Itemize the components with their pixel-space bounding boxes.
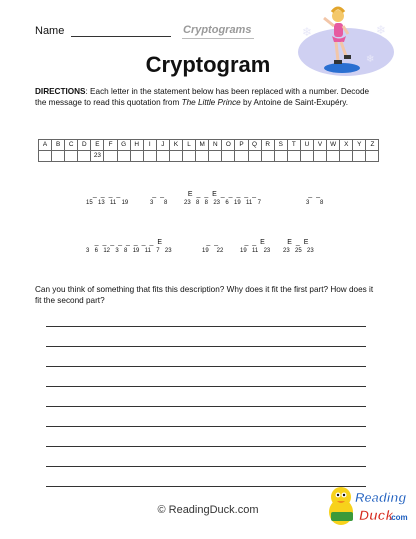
key-letter-cell: G xyxy=(117,140,130,151)
key-number-cell[interactable] xyxy=(261,151,274,162)
word-letters: _ _ xyxy=(206,239,220,246)
key-number-cell[interactable] xyxy=(65,151,78,162)
directions-label: DIRECTIONS xyxy=(35,87,86,96)
svg-text:❄: ❄ xyxy=(366,54,375,65)
answer-line[interactable] xyxy=(46,326,366,327)
word-letters: _ _ xyxy=(152,191,166,198)
name-label: Name xyxy=(35,25,65,37)
puzzle-word xyxy=(86,190,128,206)
key-number-cell[interactable] xyxy=(130,151,143,162)
worksheet-brand: Cryptograms xyxy=(183,24,252,36)
key-number-cell[interactable] xyxy=(117,151,130,162)
key-letter-cell: E xyxy=(91,140,104,151)
key-letter-cell: L xyxy=(183,140,196,151)
key-number-cell[interactable] xyxy=(156,151,169,162)
key-letter-cell: M xyxy=(196,140,209,151)
directions-text xyxy=(35,86,380,108)
footer-copyright: © ReadingDuck.com xyxy=(157,504,259,516)
answer-line[interactable] xyxy=(46,446,366,447)
book-title: The Little Prince xyxy=(181,98,241,107)
key-number-cell[interactable] xyxy=(366,151,379,162)
key-number-cell[interactable] xyxy=(143,151,156,162)
puzzle-word xyxy=(202,238,223,254)
key-number-cell[interactable] xyxy=(222,151,235,162)
key-number-cell[interactable] xyxy=(274,151,287,162)
key-number-cell[interactable] xyxy=(327,151,340,162)
puzzle-word xyxy=(86,238,172,254)
key-number-cell[interactable] xyxy=(183,151,196,162)
key-number-cell[interactable] xyxy=(353,151,366,162)
key-number-cell[interactable] xyxy=(52,151,65,162)
word-numbers: 19 22 xyxy=(202,248,224,254)
key-letter-cell: X xyxy=(340,140,353,151)
key-letter-cell: C xyxy=(65,140,78,151)
key-letter-cell: U xyxy=(300,140,313,151)
puzzle-word xyxy=(283,238,314,254)
answer-line[interactable] xyxy=(46,406,366,407)
logo-text-com: .com xyxy=(389,513,408,522)
logo-text-reading: Reading xyxy=(355,490,407,505)
directions-body: : Each letter in the statement below has been replaced with a number. Decode the message to read this quotation from xyxy=(35,87,370,107)
word-letters: _ _ _ _ xyxy=(92,191,122,198)
key-number-cell[interactable] xyxy=(104,151,117,162)
key-letter-cell: N xyxy=(209,140,222,151)
reading-duck-logo xyxy=(323,482,411,534)
key-letter-cell: W xyxy=(327,140,340,151)
word-numbers: 23 8 8 23 6 19 11 7 xyxy=(184,200,261,206)
brand-underline xyxy=(182,38,254,39)
key-number-cell[interactable] xyxy=(300,151,313,162)
word-numbers: 3 8 xyxy=(306,200,324,206)
page-title: Cryptogram xyxy=(145,52,271,77)
answer-line[interactable] xyxy=(46,486,366,487)
puzzle-word xyxy=(240,238,270,254)
key-letter-cell: T xyxy=(287,140,300,151)
key-number-cell[interactable] xyxy=(169,151,182,162)
word-letters: _ _ xyxy=(308,191,322,198)
key-letter-cell: I xyxy=(143,140,156,151)
key-letters-row xyxy=(39,140,379,151)
key-letter-cell: Q xyxy=(248,140,261,151)
svg-text:❄: ❄ xyxy=(376,23,387,37)
key-letter-cell: R xyxy=(261,140,274,151)
key-number-cell[interactable] xyxy=(248,151,261,162)
key-letter-cell: K xyxy=(169,140,182,151)
key-number-cell[interactable] xyxy=(287,151,300,162)
key-letter-cell: P xyxy=(235,140,248,151)
answer-line[interactable] xyxy=(46,466,366,467)
answer-line[interactable] xyxy=(46,426,366,427)
svg-text:❄: ❄ xyxy=(302,25,313,39)
key-number-cell[interactable] xyxy=(209,151,222,162)
word-letters: E _ _ E _ _ _ _ _ xyxy=(187,191,258,198)
letter-key-grid xyxy=(38,139,379,162)
key-letter-cell: O xyxy=(222,140,235,151)
key-letter-cell: D xyxy=(78,140,91,151)
key-number-cell[interactable] xyxy=(196,151,209,162)
key-letter-cell: Z xyxy=(366,140,379,151)
key-number-cell[interactable] xyxy=(235,151,248,162)
word-numbers: 23 25 23 xyxy=(283,248,314,254)
answer-line[interactable] xyxy=(46,366,366,367)
key-values-row xyxy=(39,151,379,162)
key-number-cell[interactable] xyxy=(39,151,52,162)
puzzle-word xyxy=(184,190,261,206)
name-line xyxy=(71,35,171,37)
name-field xyxy=(35,25,171,37)
word-letters: _ _ _ _ _ _ _ _ E xyxy=(94,239,163,246)
question-text: Can you think of something that fits this description? Why does it fit the first part? How does it fit the second part? xyxy=(35,285,374,305)
puzzle-word xyxy=(306,190,323,206)
key-letter-cell: S xyxy=(274,140,287,151)
directions-author: by Antoine de Saint-Exupéry. xyxy=(240,98,348,107)
word-letters: E _ E xyxy=(287,239,310,246)
key-letter-cell: H xyxy=(130,140,143,151)
puzzle-word xyxy=(150,190,167,206)
key-number-cell[interactable]: 23 xyxy=(91,151,104,162)
word-numbers: 19 11 23 xyxy=(240,248,271,254)
word-numbers: 3 6 12 3 8 19 11 7 23 xyxy=(86,248,172,254)
key-letter-cell: Y xyxy=(353,140,366,151)
word-numbers: 3 8 xyxy=(150,200,168,206)
key-letter-cell: F xyxy=(104,140,117,151)
word-letters: _ _ E xyxy=(244,239,266,246)
key-number-cell[interactable] xyxy=(340,151,353,162)
answer-line[interactable] xyxy=(46,346,366,347)
key-number-cell[interactable] xyxy=(78,151,91,162)
key-letter-cell: V xyxy=(313,140,326,151)
key-letter-cell: J xyxy=(156,140,169,151)
answer-line[interactable] xyxy=(46,386,366,387)
key-letter-cell: B xyxy=(52,140,65,151)
key-letter-cell: A xyxy=(39,140,52,151)
key-number-cell[interactable] xyxy=(313,151,326,162)
logo-text-duck: Duck xyxy=(359,507,394,523)
word-numbers: 15 13 11 19 xyxy=(86,200,129,206)
